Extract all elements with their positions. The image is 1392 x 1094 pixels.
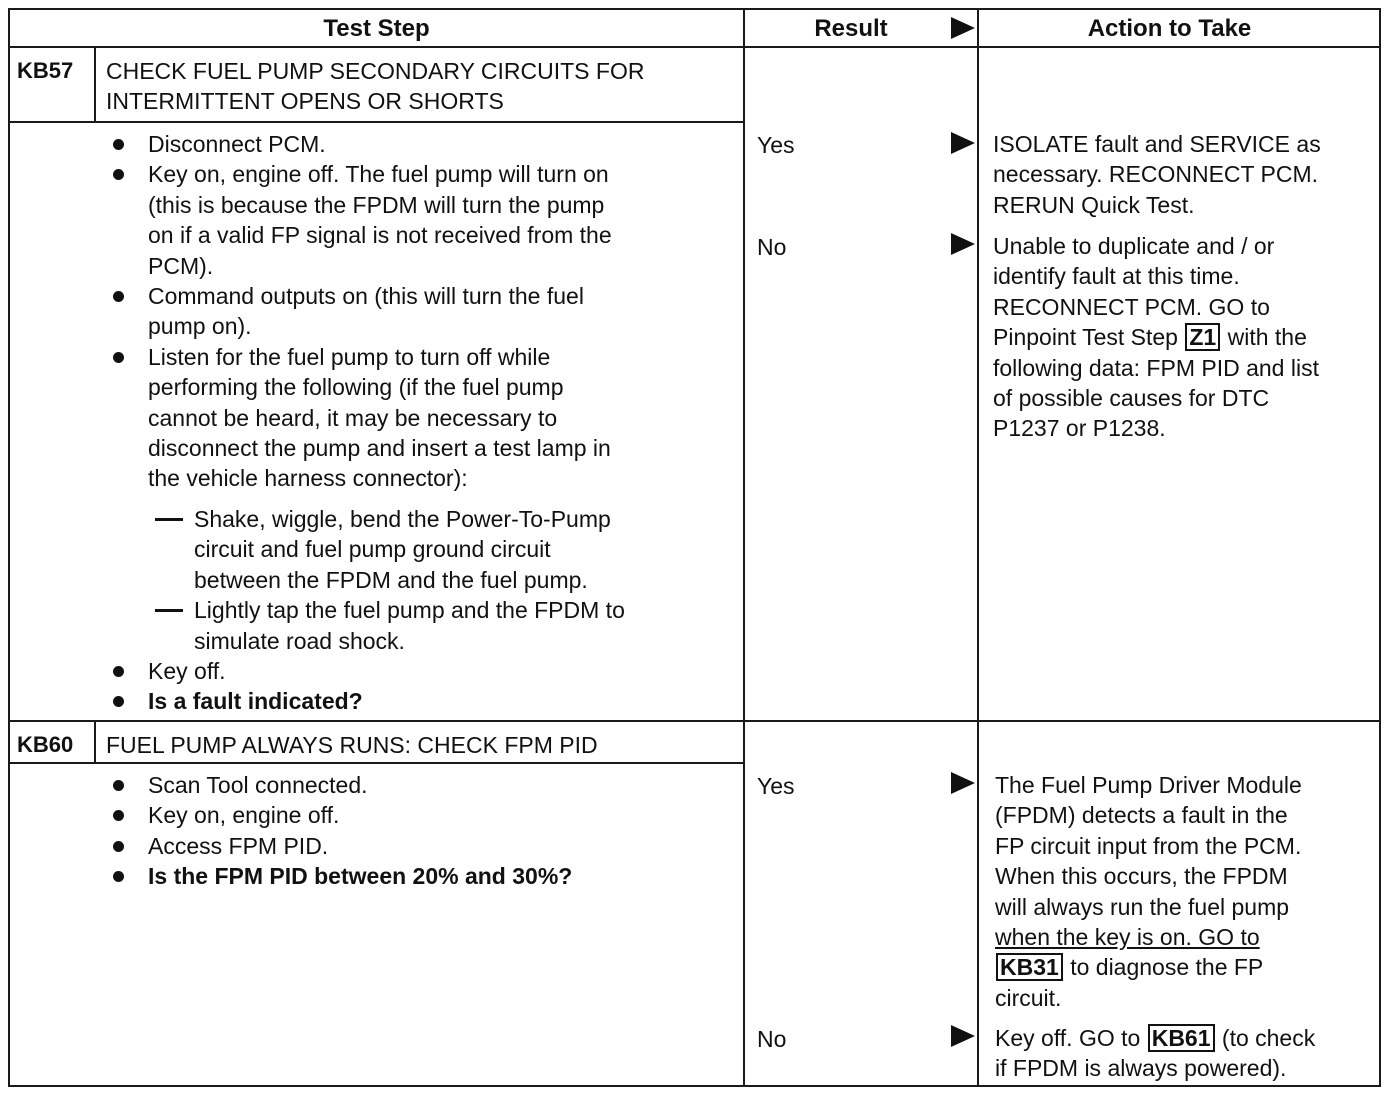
- step-ref-z1[interactable]: Z1: [1185, 323, 1220, 351]
- step-title-kb57: [106, 56, 644, 117]
- item-line: Disconnect PCM.: [148, 131, 326, 157]
- list-item: [108, 342, 738, 494]
- result-arrow-icon: [951, 772, 975, 794]
- item-line: disconnect the pump and insert a test lamp in: [148, 435, 611, 462]
- action-line: RECONNECT PCM. GO to: [993, 293, 1270, 320]
- title-line: INTERMITTENT OPENS OR SHORTS: [106, 88, 504, 115]
- item-line: performing the following (if the fuel pump: [148, 374, 564, 401]
- item-line: Access FPM PID.: [148, 832, 329, 859]
- action-line: identify fault at this time.: [993, 263, 1240, 290]
- item-line: the vehicle harness connector):: [148, 465, 468, 492]
- action-line: ISOLATE fault and SERVICE as: [993, 131, 1321, 157]
- action-line: circuit.: [995, 984, 1062, 1011]
- code-divider-kb60: [94, 722, 96, 762]
- step-ref-kb61[interactable]: KB61: [1148, 1024, 1215, 1052]
- sub-list-item: [108, 595, 738, 656]
- list-item: [108, 159, 738, 281]
- result-arrow-icon: [951, 233, 975, 255]
- action-line: FP circuit input from the PCM.: [995, 832, 1302, 859]
- item-line: pump on).: [148, 313, 252, 340]
- action-line: The Fuel Pump Driver Module: [995, 772, 1302, 798]
- list-item: [108, 770, 738, 800]
- action-yes-kb60: [995, 770, 1302, 1013]
- result-no-kb60: No: [757, 1026, 787, 1052]
- instructions-kb60: [108, 770, 738, 892]
- action-line: will always run the fuel pump: [995, 893, 1290, 920]
- action-line: necessary. RECONNECT PCM.: [993, 161, 1319, 188]
- result-arrow-icon: [951, 132, 975, 154]
- title-underline-kb57: [8, 121, 744, 123]
- action-ref-prefix: Pinpoint Test Step: [993, 324, 1178, 351]
- result-yes-kb60: Yes: [757, 773, 795, 799]
- step-code-kb57: KB57: [17, 58, 74, 83]
- item-line: Lightly tap the fuel pump and the FPDM to: [194, 597, 625, 624]
- item-line: Shake, wiggle, bend the Power-To-Pump: [194, 505, 611, 532]
- list-item: [108, 281, 738, 342]
- action-line: [995, 952, 1302, 982]
- list-item: [108, 800, 738, 830]
- item-line: (this is because the FPDM will turn the pump: [148, 191, 605, 218]
- action-ref-suffix: with the: [1227, 324, 1307, 351]
- action-line: of possible causes for DTC: [993, 385, 1270, 412]
- item-line: simulate road shock.: [194, 627, 405, 654]
- table-border-bottom: [8, 1085, 1381, 1087]
- item-line: on if a valid FP signal is not received from the: [148, 222, 612, 249]
- step-divider: [8, 720, 1381, 722]
- result-arrow-icon: [951, 1025, 975, 1047]
- title-line: FUEL PUMP ALWAYS RUNS: CHECK FPM PID: [106, 732, 598, 758]
- action-line: [995, 1023, 1315, 1053]
- action-yes-kb57: [993, 129, 1321, 220]
- table-border-top: [8, 8, 1381, 10]
- code-divider-kb57: [94, 48, 96, 121]
- action-line: When this occurs, the FPDM: [995, 863, 1288, 890]
- list-item-question: [108, 861, 738, 891]
- list-item: [108, 831, 738, 861]
- action-line: if FPDM is always powered).: [995, 1055, 1287, 1082]
- title-underline-kb60: [8, 762, 744, 764]
- item-line: Is the FPM PID between 20% and 30%?: [148, 863, 573, 890]
- item-line: Listen for the fuel pump to turn off while: [148, 343, 551, 370]
- action-line: when the key is on. GO to: [995, 924, 1260, 951]
- list-item: [108, 129, 738, 159]
- action-ref-suffix: (to check: [1221, 1025, 1316, 1051]
- result-yes-kb57: Yes: [757, 132, 795, 158]
- column-divider-result: [743, 8, 745, 1087]
- result-no-kb57: No: [757, 234, 787, 260]
- action-no-kb57: [993, 231, 1319, 444]
- sub-list-item: [108, 504, 738, 595]
- item-line: Key on, engine off. The fuel pump will turn on: [148, 161, 609, 188]
- action-line: [993, 322, 1319, 352]
- action-no-kb60: [995, 1023, 1315, 1084]
- action-line: P1237 or P1238.: [993, 415, 1166, 442]
- header-result: Result: [814, 15, 888, 42]
- list-item: [108, 656, 738, 686]
- action-line: RERUN Quick Test.: [993, 191, 1195, 218]
- table-border-left: [8, 8, 10, 1087]
- action-line: Unable to duplicate and / or: [993, 233, 1275, 259]
- item-line: PCM).: [148, 252, 214, 279]
- instructions-kb57: [108, 129, 738, 717]
- step-ref-kb31[interactable]: KB31: [996, 953, 1063, 981]
- item-line: Scan Tool connected.: [148, 772, 368, 798]
- item-line: Command outputs on (this will turn the fuel: [148, 283, 584, 310]
- item-line: Key on, engine off.: [148, 802, 340, 829]
- header-action: Action to Take: [1087, 15, 1252, 42]
- list-item-question: [108, 686, 738, 716]
- action-prefix: Key off. GO to: [995, 1025, 1141, 1051]
- item-line: cannot be heard, it may be necessary to: [148, 404, 558, 431]
- step-title-kb60: [106, 730, 598, 760]
- item-line: Key off.: [148, 657, 226, 684]
- header-test-step: Test Step: [323, 15, 430, 42]
- item-line: circuit and fuel pump ground circuit: [194, 536, 551, 563]
- action-ref-suffix: to diagnose the FP: [1070, 954, 1264, 981]
- action-line: (FPDM) detects a fault in the: [995, 802, 1288, 829]
- step-code-kb60: KB60: [17, 732, 74, 757]
- column-divider-action: [977, 8, 979, 1087]
- table-border-right: [1379, 8, 1381, 1087]
- title-line: CHECK FUEL PUMP SECONDARY CIRCUITS FOR: [106, 58, 645, 84]
- header-arrow-icon: [951, 17, 975, 39]
- item-line: between the FPDM and the fuel pump.: [194, 566, 588, 593]
- item-line: Is a fault indicated?: [148, 688, 363, 715]
- header-divider: [8, 46, 1381, 48]
- action-line: following data: FPM PID and list: [993, 354, 1319, 381]
